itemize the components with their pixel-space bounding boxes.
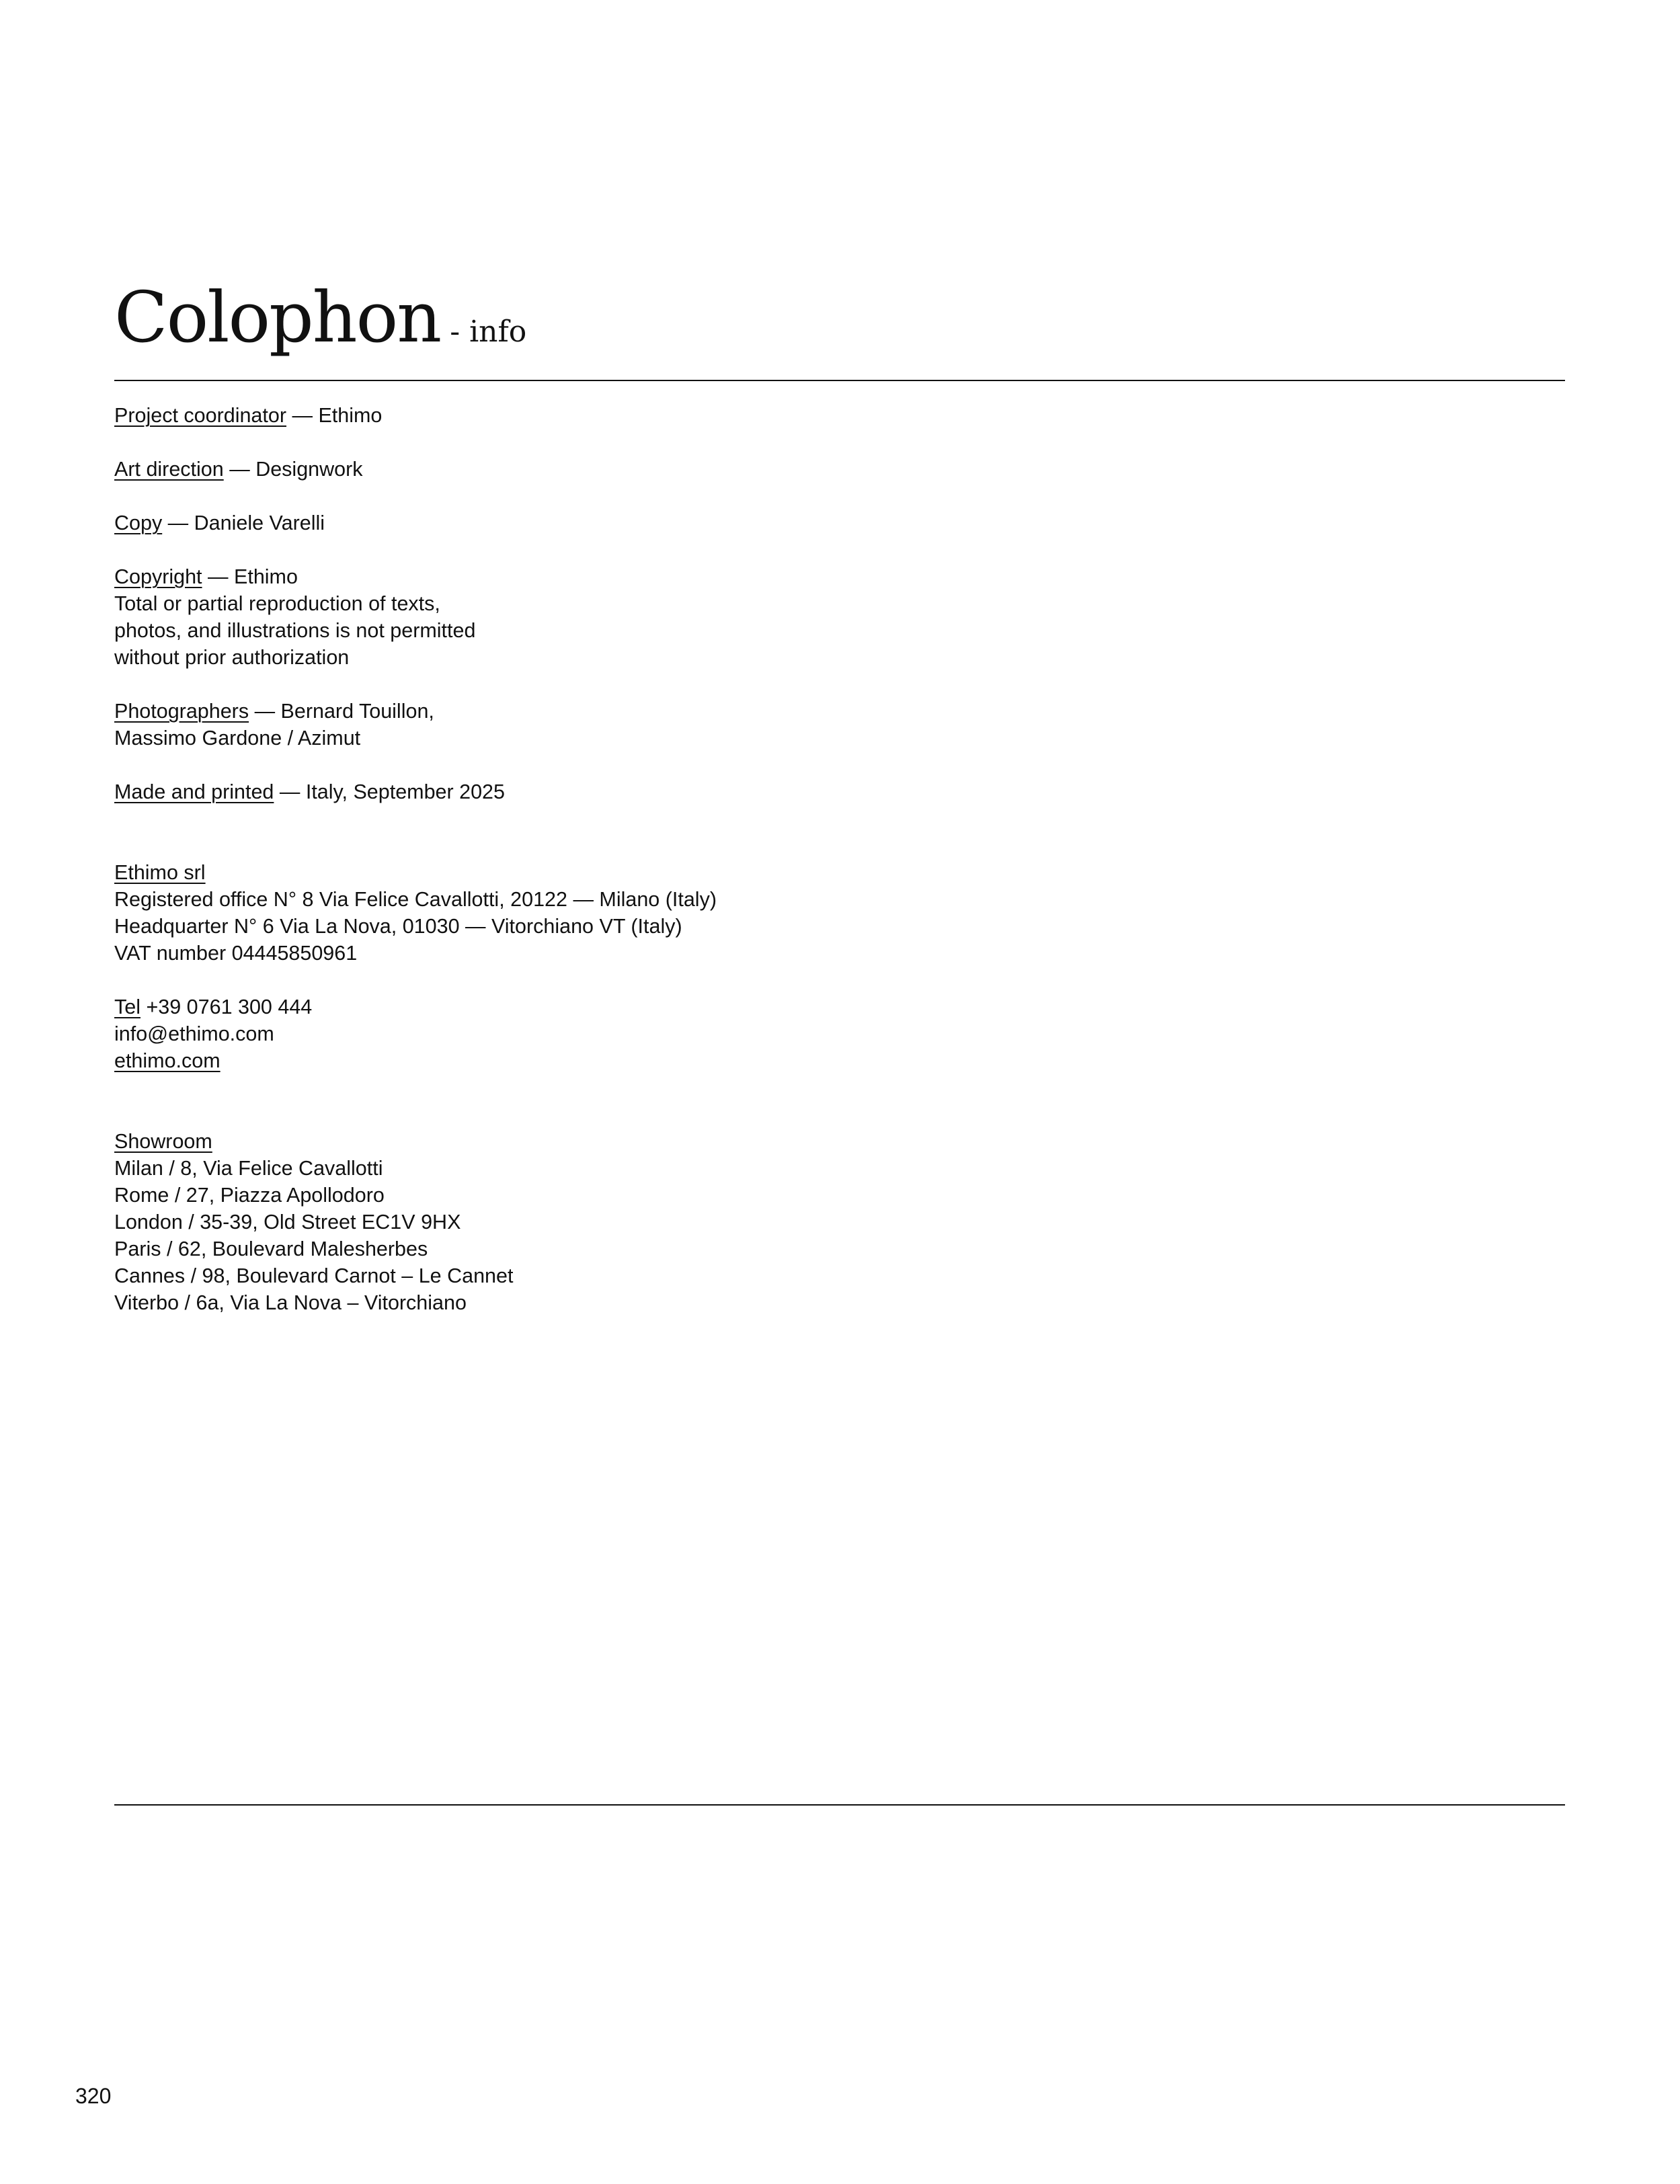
showroom-location: Cannes / 98, Boulevard Carnot – Le Cannet <box>114 1264 514 1287</box>
credit-separator: — <box>202 565 234 588</box>
showroom-location: London / 35-39, Old Street EC1V 9HX <box>114 1211 461 1233</box>
phone-number: +39 0761 300 444 <box>141 996 313 1018</box>
credit-label: Photographers <box>114 700 249 723</box>
credit-value-continued: Massimo Gardone / Azimut <box>114 727 361 750</box>
credit-copyright <box>114 563 988 671</box>
credit-value: Bernard Touillon, <box>280 700 434 723</box>
credit-separator: — <box>162 512 194 534</box>
top-divider <box>114 380 1565 381</box>
company-info <box>114 859 988 967</box>
website-link[interactable]: ethimo.com <box>114 1049 221 1072</box>
showroom-location: Rome / 27, Piazza Apollodoro <box>114 1184 385 1207</box>
company-vat-number: VAT number 04445850961 <box>114 942 358 965</box>
copyright-notice-line: Total or partial reproduction of texts, <box>114 592 440 615</box>
showroom-list <box>114 1128 988 1316</box>
credit-value: Daniele Varelli <box>194 512 325 534</box>
title-main: Colophon <box>114 276 441 358</box>
credit-label: Copy <box>114 512 163 534</box>
page-number: 320 <box>75 2084 112 2108</box>
phone-label: Tel <box>114 996 141 1018</box>
contact-email: info@ethimo.com <box>114 1022 274 1045</box>
showroom-location: Viterbo / 6a, Via La Nova – Vitorchiano <box>114 1291 467 1314</box>
credit-label: Copyright <box>114 565 202 588</box>
credit-project-coordinator <box>114 402 988 429</box>
copyright-notice-line: photos, and illustrations is not permitted <box>114 619 476 642</box>
credit-label: Art direction <box>114 458 224 481</box>
copyright-notice-line: without prior authorization <box>114 646 350 669</box>
credit-label: Project coordinator <box>114 404 286 427</box>
company-headquarter: Headquarter N° 6 Via La Nova, 01030 — Vitorchiano VT (Italy) <box>114 915 682 938</box>
page-title <box>114 276 527 358</box>
showroom-location: Paris / 62, Boulevard Malesherbes <box>114 1238 428 1260</box>
company-name: Ethimo srl <box>114 861 206 884</box>
credit-value: Ethimo <box>318 404 383 427</box>
colophon-content <box>114 402 988 1316</box>
credit-separator: — <box>249 700 281 723</box>
contact-phone <box>114 994 988 1020</box>
credit-value: Italy, September 2025 <box>305 780 505 803</box>
credit-separator: — <box>274 780 306 803</box>
credit-separator: — <box>223 458 256 481</box>
bottom-divider <box>114 1804 1565 1806</box>
credit-value: Designwork <box>255 458 363 481</box>
title-subtitle: - info <box>450 315 527 349</box>
credit-value: Ethimo <box>234 565 298 588</box>
company-registered-office: Registered office N° 8 Via Felice Cavallotti, 20122 — Milano (Italy) <box>114 888 717 911</box>
credit-art-direction <box>114 456 988 483</box>
contact-info <box>114 994 988 1074</box>
credit-separator: — <box>286 404 319 427</box>
credit-label: Made and printed <box>114 780 274 803</box>
credit-photographers <box>114 698 988 752</box>
credit-made-and-printed <box>114 778 988 805</box>
credit-copy <box>114 510 988 536</box>
showroom-location: Milan / 8, Via Felice Cavallotti <box>114 1157 383 1180</box>
showroom-heading: Showroom <box>114 1130 212 1153</box>
